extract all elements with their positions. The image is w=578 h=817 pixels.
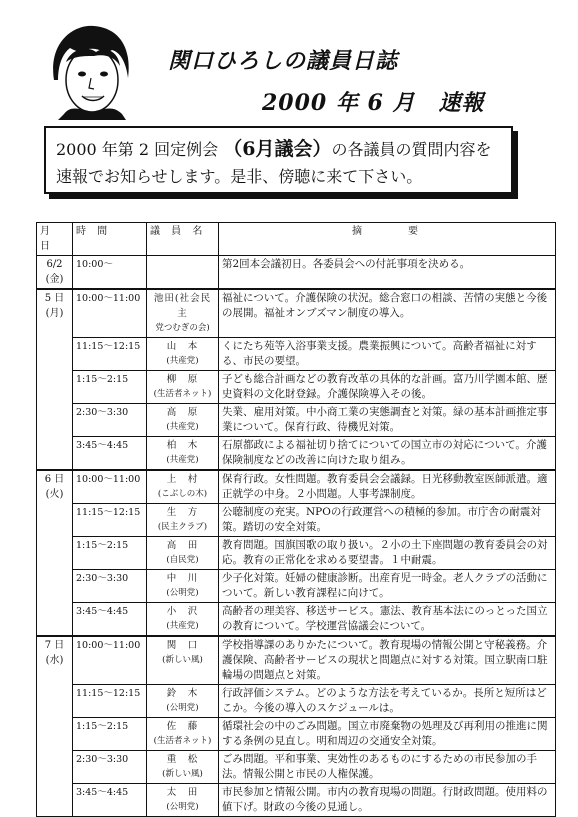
member-party: (共産党) bbox=[166, 356, 199, 366]
time-cell: 2:30〜3:30 bbox=[73, 751, 147, 784]
member-name: 高 田 bbox=[166, 540, 199, 551]
header-member: 議 員 名 bbox=[147, 223, 219, 256]
date-cell: 6 日 (火) bbox=[37, 470, 73, 636]
notice-text-pre: 2000 年第 2 回定例会 bbox=[56, 140, 219, 159]
member-cell bbox=[147, 751, 219, 784]
table-row bbox=[37, 371, 556, 404]
schedule-body bbox=[37, 256, 556, 817]
member-party: (新しい風) bbox=[162, 655, 203, 665]
table-row bbox=[37, 504, 556, 537]
member-name: 太 田 bbox=[166, 787, 199, 798]
member-cell bbox=[147, 685, 219, 718]
time-cell: 1:15〜2:15 bbox=[73, 537, 147, 570]
member-name: 柏 木 bbox=[166, 440, 199, 451]
time-cell: 11:15〜12:15 bbox=[73, 504, 147, 537]
member-party: (公明党) bbox=[166, 802, 199, 812]
member-cell bbox=[147, 470, 219, 504]
table-row bbox=[37, 570, 556, 603]
topic-cell: ごみ問題。平和事業、実効性のあるものにするための市民参加の手法。情報公開と市民の人権保護。 bbox=[219, 751, 556, 784]
member-cell bbox=[147, 636, 219, 685]
member-party: (公明党) bbox=[166, 703, 199, 713]
header-time: 時 間 bbox=[73, 223, 147, 256]
table-row bbox=[37, 636, 556, 685]
topic-cell: 第2回本会議初日。各委員会への付託事項を決める。 bbox=[219, 256, 556, 290]
table-row bbox=[37, 537, 556, 570]
date-cell: 6/2 (金) bbox=[37, 256, 73, 290]
table-row bbox=[37, 404, 556, 437]
member-name: 中 川 bbox=[166, 573, 199, 584]
member-party: (公明党) bbox=[166, 588, 199, 598]
member-party: (共産党) bbox=[166, 422, 199, 432]
time-cell: 11:15〜12:15 bbox=[73, 685, 147, 718]
member-cell bbox=[147, 404, 219, 437]
date-cell: 5 日 (月) bbox=[37, 289, 73, 470]
member-cell bbox=[147, 338, 219, 371]
member-name: 山 本 bbox=[166, 341, 199, 352]
page-subtitle: 2000 年 6 月 速報 bbox=[262, 90, 485, 116]
topic-cell: 教育問題。国旗国歌の取り扱い。２小の土下座問題の教育委員会の対応。教育の正常化を求める要望書。１中耐震。 bbox=[219, 537, 556, 570]
topic-cell: 保育行政。女性問題。教育委員会会議録。日光移動教室医師派遣。適正就学の中身。２小問題。人事考課制度。 bbox=[219, 470, 556, 504]
topic-cell: 公聴制度の充実。NPOの行政運営への積極的参加。市庁舎の耐震対策。踏切の安全対策。 bbox=[219, 504, 556, 537]
member-cell bbox=[147, 504, 219, 537]
notice-box bbox=[44, 126, 513, 194]
table-row bbox=[37, 718, 556, 751]
member-cell bbox=[147, 437, 219, 471]
header-date: 月 日 bbox=[37, 223, 73, 256]
member-party: (共産党) bbox=[166, 455, 199, 465]
topic-cell: 少子化対策。妊婦の健康診断。出産育児一時金。老人クラブの活動について。新しい教育課程に向けて。 bbox=[219, 570, 556, 603]
table-row bbox=[37, 256, 556, 290]
member-cell bbox=[147, 289, 219, 338]
topic-cell: 高齢者の理美容、移送サービス。憲法、教育基本法にのっとった国立の教育について。学校運営協議会について。 bbox=[219, 603, 556, 637]
member-party: (新しい風) bbox=[162, 769, 203, 779]
time-cell: 11:15〜12:15 bbox=[73, 338, 147, 371]
member-name: 上 村 bbox=[166, 474, 199, 485]
member-name: 高 原 bbox=[166, 407, 199, 418]
member-name: 池田(社会民主 bbox=[153, 293, 212, 319]
notice-text-post: の各議員の質問内容を速報でお知らせします。是非、傍聴に来て下さい。 bbox=[56, 140, 492, 186]
member-name: 重 松 bbox=[166, 754, 199, 765]
member-party: (こぶしの木) bbox=[157, 489, 208, 499]
member-cell bbox=[147, 256, 219, 290]
topic-cell: 石原都政による福祉切り捨てについての国立市の対応について。介護保険制度などの改善に向けた取り組み。 bbox=[219, 437, 556, 471]
topic-cell: 学校指導課のありかたについて。教育現場の情報公開と守秘義務。介護保険、高齢者サービスの現状と問題点に対する対策。国立駅南口駐輪場の問題点と対策。 bbox=[219, 636, 556, 685]
member-party: (生活者ネット) bbox=[153, 736, 212, 746]
table-row bbox=[37, 784, 556, 817]
member-cell bbox=[147, 537, 219, 570]
time-cell: 10:00〜11:00 bbox=[73, 636, 147, 685]
member-name: 柳 原 bbox=[166, 374, 199, 385]
table-row bbox=[37, 338, 556, 371]
time-cell: 10:00〜 bbox=[73, 256, 147, 290]
member-name: 佐 藤 bbox=[166, 721, 199, 732]
member-party: (自民党) bbox=[166, 555, 199, 565]
table-row bbox=[37, 289, 556, 338]
member-cell bbox=[147, 570, 219, 603]
member-name: 生 方 bbox=[166, 507, 199, 518]
table-header-row bbox=[37, 223, 556, 256]
member-cell bbox=[147, 371, 219, 404]
time-cell: 1:15〜2:15 bbox=[73, 718, 147, 751]
time-cell: 2:30〜3:30 bbox=[73, 404, 147, 437]
portrait-image bbox=[44, 22, 136, 120]
topic-cell: 子ども総合計画などの教育改革の具体的な計画。富乃川学園本館、歴史資料の文化財登録。介護保険導入その後。 bbox=[219, 371, 556, 404]
time-cell: 10:00〜11:00 bbox=[73, 289, 147, 338]
topic-cell: 失業、雇用対策。中小商工業の実態調査と対策。緑の基本計画推定事業について。保育行政、待機児対策。 bbox=[219, 404, 556, 437]
time-cell: 1:15〜2:15 bbox=[73, 371, 147, 404]
topic-cell: 福祉について。介護保険の状況。総合窓口の相談、苦情の実態と今後の展開。福祉オンブズマン制度の導入。 bbox=[219, 289, 556, 338]
time-cell: 2:30〜3:30 bbox=[73, 570, 147, 603]
member-party: (民主クラブ) bbox=[157, 522, 208, 532]
member-cell bbox=[147, 603, 219, 637]
member-name: 小 沢 bbox=[166, 606, 199, 617]
member-name: 関 口 bbox=[166, 640, 199, 651]
topic-cell: くにたち苑等入浴事業支援。農業振興について。高齢者福祉に対する、市民の要望。 bbox=[219, 338, 556, 371]
table-row bbox=[37, 603, 556, 637]
notice-highlight: （6月議会） bbox=[223, 138, 332, 160]
time-cell: 3:45〜4:45 bbox=[73, 437, 147, 471]
table-row bbox=[37, 685, 556, 718]
topic-cell: 行政評価システム。どのような方法を考えているか。長所と短所はどこか。今後の導入のスケジュールは。 bbox=[219, 685, 556, 718]
time-cell: 3:45〜4:45 bbox=[73, 603, 147, 637]
schedule-table bbox=[36, 222, 556, 817]
table-row bbox=[37, 751, 556, 784]
member-party: (共産党) bbox=[166, 621, 199, 631]
member-party: 党つむぎの会) bbox=[155, 323, 210, 333]
topic-cell: 市民参加と情報公開。市内の教育現場の問題。行財政問題。使用料の値下げ。財政の今後の見通し。 bbox=[219, 784, 556, 817]
member-cell bbox=[147, 718, 219, 751]
page-title: 関口ひろしの議員日誌 bbox=[168, 48, 399, 74]
member-cell bbox=[147, 784, 219, 817]
member-name: 鈴 木 bbox=[166, 688, 199, 699]
time-cell: 10:00〜11:00 bbox=[73, 470, 147, 504]
table-row bbox=[37, 470, 556, 504]
topic-cell: 循環社会の中のごみ問題。国立市廃棄物の処理及び再利用の推進に関する条例の見直し。明和周辺の交通安全対策。 bbox=[219, 718, 556, 751]
date-cell: 7 日 (水) bbox=[37, 636, 73, 817]
time-cell: 3:45〜4:45 bbox=[73, 784, 147, 817]
member-party: (生活者ネット) bbox=[153, 389, 212, 399]
header-topic: 摘 要 bbox=[219, 223, 556, 256]
table-row bbox=[37, 437, 556, 471]
